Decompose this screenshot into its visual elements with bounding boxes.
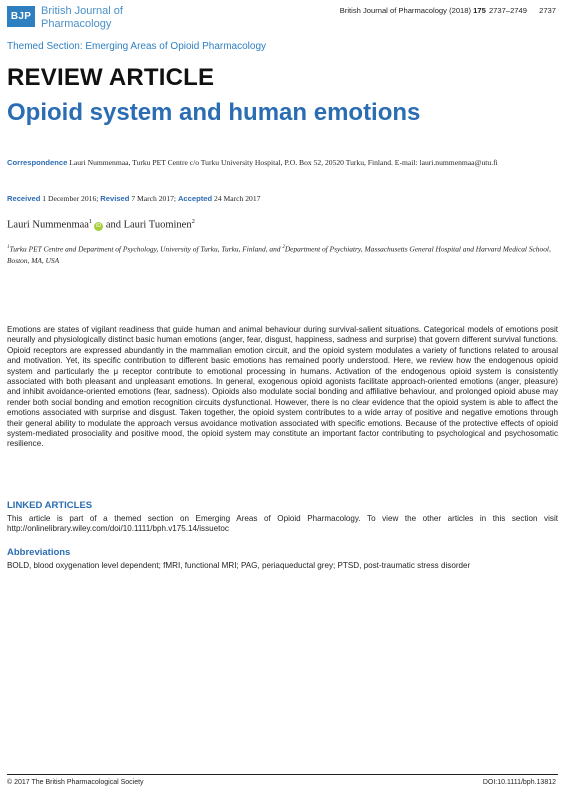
abbreviations-text: BOLD, blood oxygenation level dependent; fMRI, functional MRI; PAG, periaqueductal grey; PTSD, post-traumatic stress disorder xyxy=(7,561,471,570)
logo-text: BJP xyxy=(10,11,32,22)
article-type: REVIEW ARTICLE xyxy=(7,64,215,91)
correspondence-label: Correspondence xyxy=(7,158,68,167)
linked-articles-text: This article is part of a themed section on Emerging Areas of Opioid Pharmacology. To view the other articles in this section visit http://onlinelibrary.wiley.com/doi/10.1111/bph.v175.14/issuetoc xyxy=(7,514,558,534)
article-dates xyxy=(7,194,260,204)
author-affiliation-sup: 1 xyxy=(88,218,93,225)
revised-date: 7 March 2017; xyxy=(131,194,177,203)
author-list xyxy=(7,218,195,231)
orcid-icon[interactable]: iD xyxy=(96,222,102,229)
journal-name-line2: Pharmacology xyxy=(41,18,112,30)
citation-prefix: British Journal of Pharmacology (2018) xyxy=(339,6,472,15)
affiliation-sup: 1 xyxy=(7,245,10,250)
affiliation-text: Turku PET Centre and Department of Psychology, University of Turku, Turku, Finland, and xyxy=(9,244,283,254)
copyright: © 2017 The British Pharmacological Society xyxy=(7,779,144,786)
correspondence-text: Lauri Nummenmaa, Turku PET Centre c/o Turku University Hospital, P.O. Box 52, 20520 Turku, Finland. E-mail: lauri.nummenmaa@utu.fi xyxy=(69,158,498,167)
article-title: Opioid system and human emotions xyxy=(7,99,421,126)
revised-label: Revised xyxy=(100,194,130,203)
abstract: Emotions are states of vigilant readiness that guide human and animal behaviour during survival-salient situations. Categorical models of emotions posit neurally and physiologically distinct basic human emotions (anger, fear, disgust, happiness, sadness and surprise) that govern different survival functions. Opioid receptors are expressed abundantly in the mammalian emotion circuit, and the opioid system modulates a variety of functions related to arousal and motivation. Yet, its specific contribution to different basic emotions has remained poorly understood. Here, we review how the endogenous opioid system and particularly the μ receptor contribute to emotional processing in humans. Activation of the endogenous opioid system is consistently associated with both pleasant and unpleasant emotions. In general, exogenous opioid agonists facilitate approach-oriented emotions (anger, pleasure) and inhibit avoidance-oriented emotions (fear, sadness). Opioids also modulate social bonding and affiliative behaviour, and prolonged opioid abuse may render both social bonding and emotion recognition circuits dysfunctional. However, there is no clear evidence that the opioid system is able to affect the emotions associated with surprise and disgust. Taken together, the opioid system contributes to a wide array of positive and negative emotions through their general ability to modulate the approach versus avoidance motivation associated with specific emotions. Because of the protective effects of opioid system-mediated prosociality and positive mood, the opioid system may constitute an important factor contributing to psychological and psychosomatic resilience. xyxy=(7,325,558,449)
affiliation-text: Department of Psychiatry, Massachusetts General Hospital and Harvard Medical School, Boston, MA, USA xyxy=(7,244,551,266)
received-date: 1 December 2016; xyxy=(42,194,99,203)
abbreviations-heading: Abbreviations xyxy=(7,547,71,558)
linked-articles-heading: LINKED ARTICLES xyxy=(7,500,93,511)
footer-divider xyxy=(7,774,558,775)
affiliations xyxy=(7,242,559,267)
journal-logo xyxy=(7,6,35,27)
doi: DOI:10.1111/bph.13812 xyxy=(482,779,556,786)
author-affiliation-sup: 2 xyxy=(191,218,195,225)
page-range: 2737–2749 xyxy=(488,6,527,15)
author-name: Lauri Tuominen xyxy=(123,219,192,231)
journal-name-line1: British Journal of xyxy=(41,5,123,17)
themed-section-label: Themed Section: Emerging Areas of Opioid Pharmacology xyxy=(7,41,267,52)
journal-name xyxy=(41,5,123,31)
volume: 175 xyxy=(473,6,486,15)
accepted-date: 24 March 2017 xyxy=(214,194,261,203)
running-header-citation xyxy=(340,6,556,15)
correspondence xyxy=(7,158,557,168)
accepted-label: Accepted xyxy=(177,194,213,203)
author-connector: and xyxy=(103,219,124,231)
affiliation-sup: 2 xyxy=(282,245,285,250)
received-label: Received xyxy=(7,194,41,203)
author-name: Lauri Nummenmaa xyxy=(7,219,89,231)
page-number: 2737 xyxy=(539,6,556,15)
